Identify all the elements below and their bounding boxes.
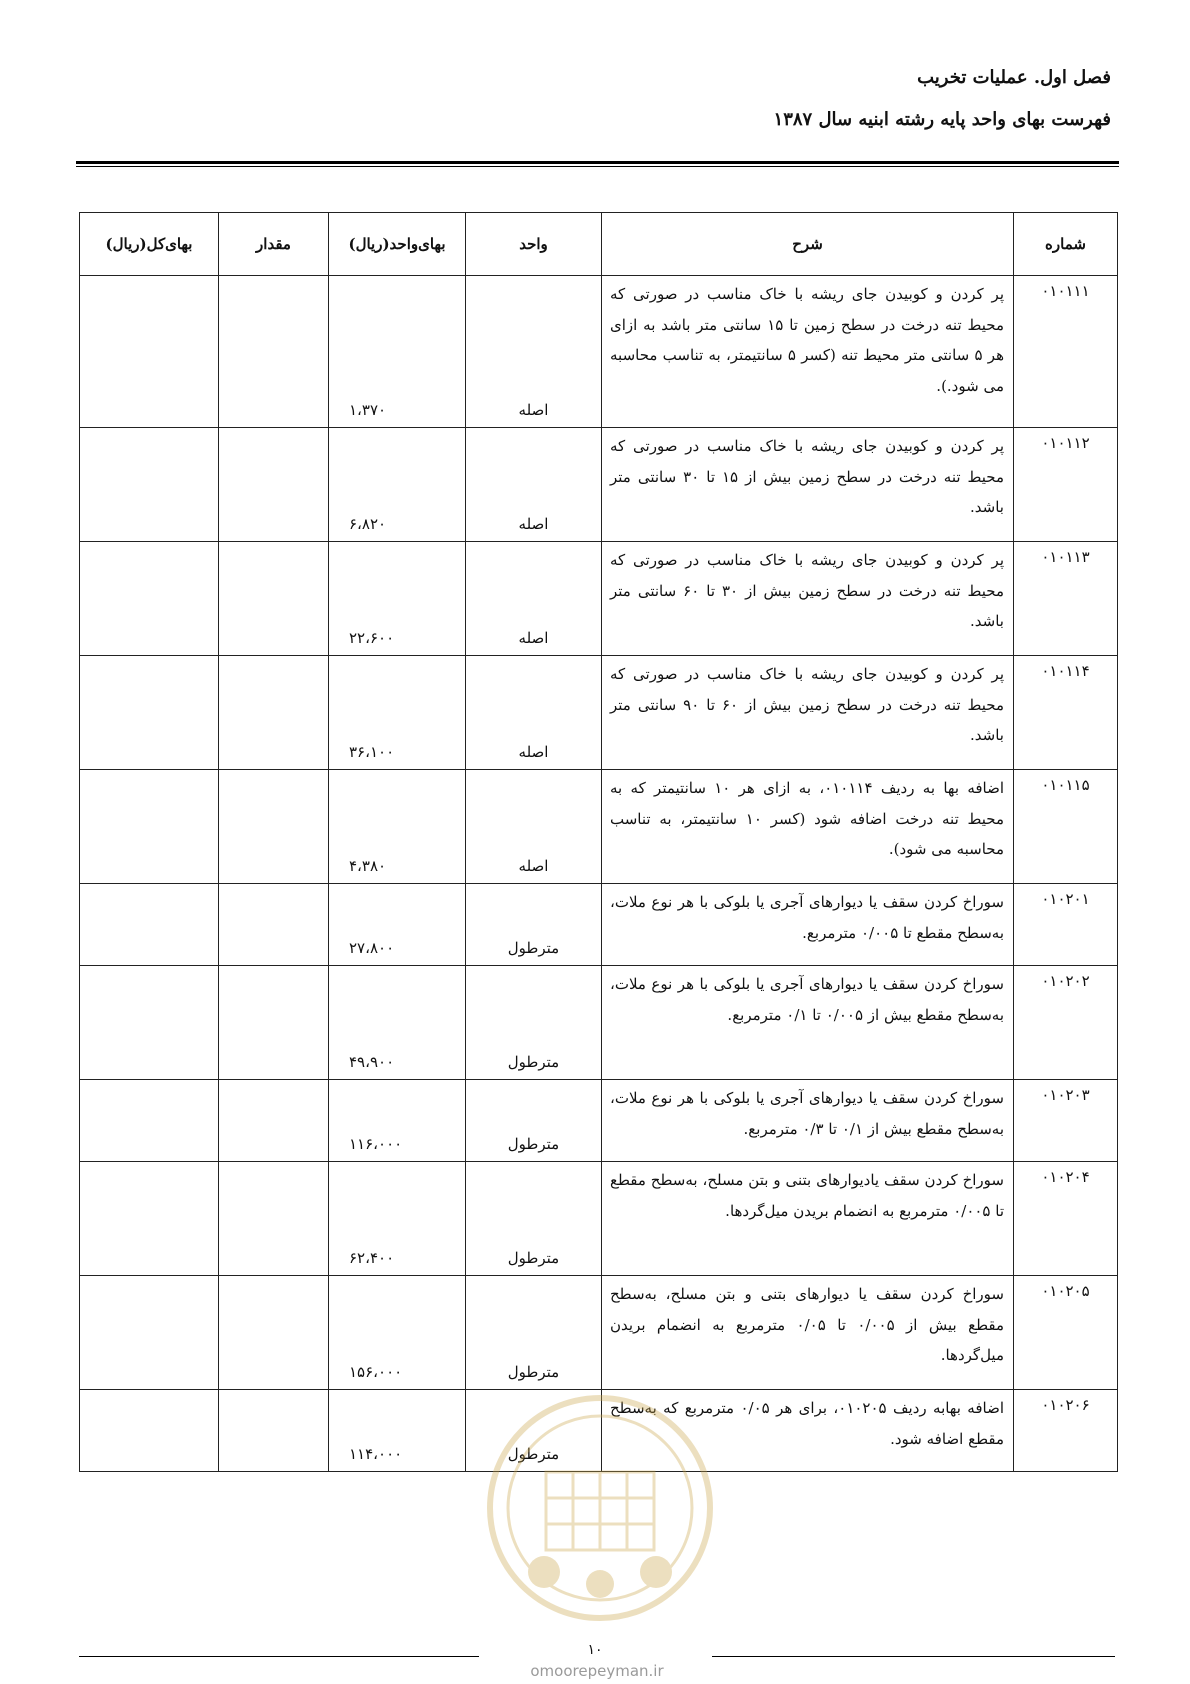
table-row	[80, 770, 1118, 884]
row-total-price	[80, 966, 219, 1080]
header-unit-price: بهای‌واحد(ریال)	[329, 213, 466, 276]
footer-website: omoorepeyman.ir	[530, 1662, 664, 1680]
header-unit: واحد	[466, 213, 602, 276]
row-unit-price: ۲۲،۶۰۰	[329, 542, 466, 656]
footer-rule-left	[79, 1656, 479, 1657]
row-unit: اصله	[466, 770, 602, 884]
page-header	[774, 60, 1111, 138]
row-code: ۰۱۰۲۰۴	[1014, 1162, 1118, 1276]
row-quantity	[219, 1390, 329, 1472]
row-unit: مترطول	[466, 966, 602, 1080]
row-total-price	[80, 1390, 219, 1472]
row-description: پر کردن و کوبیدن جای ریشه با خاک مناسب در صورتی که محیط تنه درخت در سطح زمین بیش از ۱۵ تا ۳۰ سانتی متر باشد.	[602, 428, 1014, 542]
row-unit-price: ۶،۸۲۰	[329, 428, 466, 542]
header-quantity: مقدار	[219, 213, 329, 276]
row-description: سوراخ کردن سقف یا دیوارهای آجری یا بلوکی با هر نوع ملات، به‌سطح مقطع تا ۰/۰۰۵ مترمربع.	[602, 884, 1014, 966]
row-unit: مترطول	[466, 1162, 602, 1276]
row-code: ۰۱۰۱۱۵	[1014, 770, 1118, 884]
row-total-price	[80, 276, 219, 428]
row-description: سوراخ کردن سقف یا دیوارهای آجری یا بلوکی با هر نوع ملات، به‌سطح مقطع بیش از ۰/۱ تا ۰/۳ مترمربع.	[602, 1080, 1014, 1162]
header-description: شرح	[602, 213, 1014, 276]
row-total-price	[80, 1162, 219, 1276]
row-code: ۰۱۰۲۰۵	[1014, 1276, 1118, 1390]
row-description: اضافه بهابه ردیف ۰۱۰۲۰۵، برای هر ۰/۰۵ مترمربع که به‌سطح مقطع اضافه شود.	[602, 1390, 1014, 1472]
table-row	[80, 1276, 1118, 1390]
row-quantity	[219, 1162, 329, 1276]
table-row	[80, 428, 1118, 542]
document-subtitle: فهرست بهای واحد پایه رشته ابنیه سال ۱۳۸۷	[773, 109, 1111, 130]
row-unit-price: ۳۶،۱۰۰	[329, 656, 466, 770]
row-code: ۰۱۰۱۱۱	[1014, 276, 1118, 428]
row-code: ۰۱۰۲۰۱	[1014, 884, 1118, 966]
header-total-price: بهای‌کل(ریال)	[80, 213, 219, 276]
row-unit: اصله	[466, 542, 602, 656]
table-row	[80, 1162, 1118, 1276]
row-code: ۰۱۰۱۱۳	[1014, 542, 1118, 656]
row-quantity	[219, 1080, 329, 1162]
row-description: پر کردن و کوبیدن جای ریشه با خاک مناسب در صورتی که محیط تنه درخت در سطح زمین بیش از ۳۰ تا ۶۰ سانتی متر باشد.	[602, 542, 1014, 656]
row-unit-price: ۱۱۴،۰۰۰	[329, 1390, 466, 1472]
table-row	[80, 966, 1118, 1080]
row-unit-price: ۲۷،۸۰۰	[329, 884, 466, 966]
row-quantity	[219, 428, 329, 542]
row-quantity	[219, 542, 329, 656]
row-description: اضافه بها به ردیف ۰۱۰۱۱۴، به ازای هر ۱۰ سانتیمتر که به محیط تنه درخت اضافه شود (کسر ۱۰ سانتیمتر، به تناسب محاسبه می شود).	[602, 770, 1014, 884]
row-unit: اصله	[466, 656, 602, 770]
table-row	[80, 276, 1118, 428]
row-total-price	[80, 770, 219, 884]
row-unit: مترطول	[466, 1390, 602, 1472]
row-unit: مترطول	[466, 1276, 602, 1390]
row-code: ۰۱۰۲۰۳	[1014, 1080, 1118, 1162]
row-description: سوراخ کردن سقف یا دیوارهای بتنی و بتن مسلح، به‌سطح مقطع بیش از ۰/۰۰۵ تا ۰/۰۵ مترمربع به انضمام بریدن میل‌گردها.	[602, 1276, 1014, 1390]
row-code: ۰۱۰۲۰۶	[1014, 1390, 1118, 1472]
row-unit-price: ۱،۳۷۰	[329, 276, 466, 428]
row-quantity	[219, 656, 329, 770]
row-description: سوراخ کردن سقف یادیوارهای بتنی و بتن مسلح، به‌سطح مقطع تا ۰/۰۰۵ مترمربع به انضمام بریدن میل‌گردها.	[602, 1162, 1014, 1276]
row-description: پر کردن و کوبیدن جای ریشه با خاک مناسب در صورتی که محیط تنه درخت در سطح زمین بیش از ۶۰ تا ۹۰ سانتی متر باشد.	[602, 656, 1014, 770]
table-row	[80, 1080, 1118, 1162]
row-quantity	[219, 884, 329, 966]
row-unit: مترطول	[466, 884, 602, 966]
row-unit: اصله	[466, 428, 602, 542]
row-quantity	[219, 966, 329, 1080]
row-unit-price: ۱۱۶،۰۰۰	[329, 1080, 466, 1162]
table-row	[80, 884, 1118, 966]
table-header-row	[80, 213, 1118, 276]
row-description: سوراخ کردن سقف یا دیوارهای آجری یا بلوکی با هر نوع ملات، به‌سطح مقطع بیش از ۰/۰۰۵ تا ۰/۱ مترمربع.	[602, 966, 1014, 1080]
row-unit-price: ۶۲،۴۰۰	[329, 1162, 466, 1276]
row-total-price	[80, 884, 219, 966]
header-rule-thin	[76, 166, 1119, 167]
price-table	[79, 212, 1118, 1472]
row-unit: مترطول	[466, 1080, 602, 1162]
row-quantity	[219, 770, 329, 884]
header-rule-thick	[76, 161, 1119, 164]
row-unit-price: ۴،۳۸۰	[329, 770, 466, 884]
row-total-price	[80, 542, 219, 656]
row-total-price	[80, 1080, 219, 1162]
table-row	[80, 1390, 1118, 1472]
chapter-title: فصل اول. عملیات تخریب	[917, 67, 1111, 88]
row-unit-price: ۱۵۶،۰۰۰	[329, 1276, 466, 1390]
table-row	[80, 542, 1118, 656]
row-code: ۰۱۰۲۰۲	[1014, 966, 1118, 1080]
row-quantity	[219, 276, 329, 428]
row-description: پر کردن و کوبیدن جای ریشه با خاک مناسب در صورتی که محیط تنه درخت در سطح زمین تا ۱۵ سانتی متر باشد به ازای هر ۵ سانتی متر محیط تنه (کسر ۵ سانتیمتر، به تناسب محاسبه می شود.).	[602, 276, 1014, 428]
header-code: شماره	[1014, 213, 1118, 276]
row-unit: اصله	[466, 276, 602, 428]
row-total-price	[80, 656, 219, 770]
row-quantity	[219, 1276, 329, 1390]
table-row	[80, 656, 1118, 770]
row-total-price	[80, 1276, 219, 1390]
page-number: ۱۰	[587, 1642, 603, 1658]
row-unit-price: ۴۹،۹۰۰	[329, 966, 466, 1080]
footer-rule-right	[712, 1656, 1115, 1657]
row-code: ۰۱۰۱۱۲	[1014, 428, 1118, 542]
row-code: ۰۱۰۱۱۴	[1014, 656, 1118, 770]
row-total-price	[80, 428, 219, 542]
